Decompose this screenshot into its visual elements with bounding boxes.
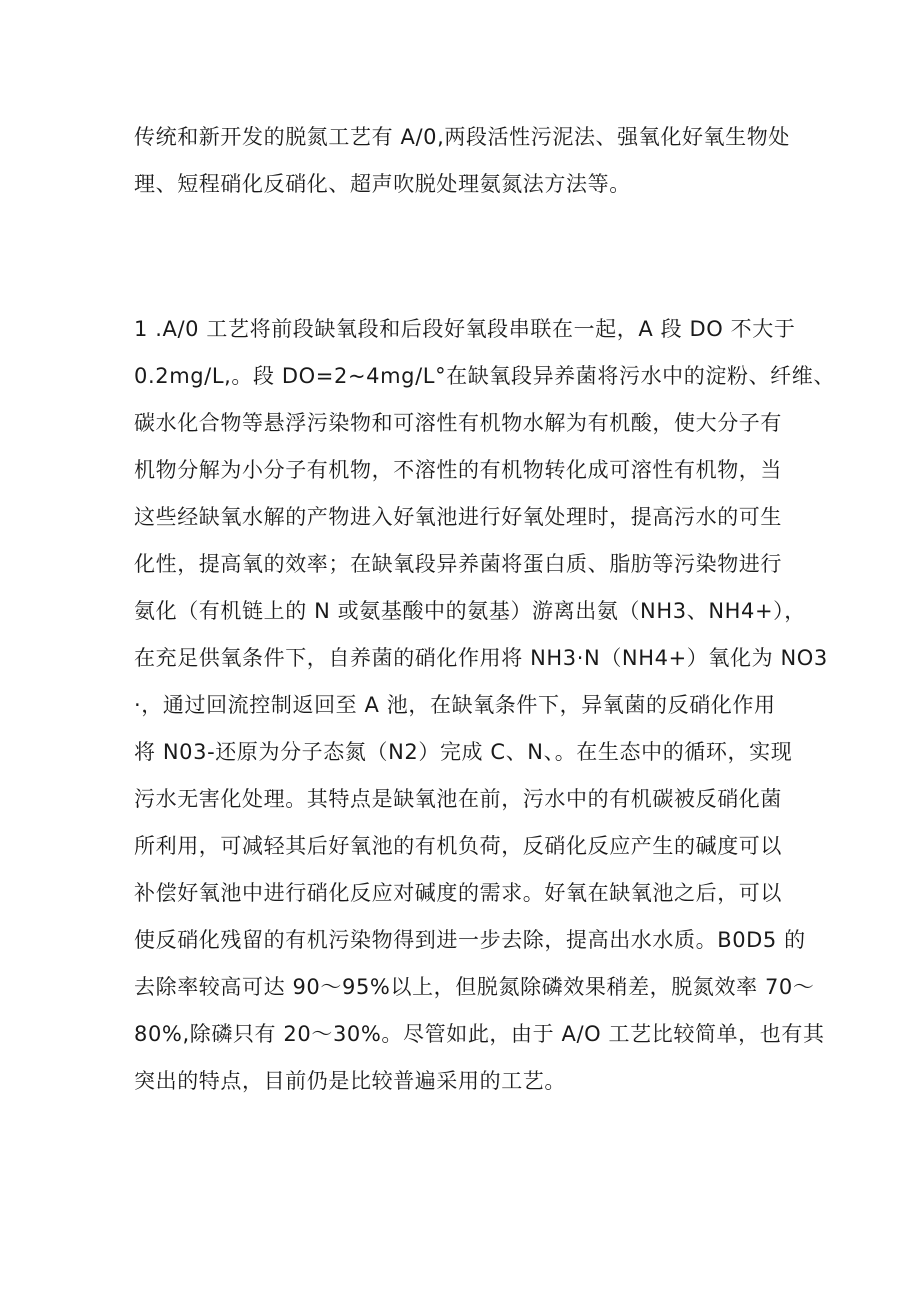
text-line: 所利用，可减轻其后好氧池的有机负荷，反硝化反应产生的碱度可以 — [134, 834, 782, 858]
text-line: 80%,除磷只有 20～30%。尽管如此，由于 A/O 工艺比较简单，也有其 — [134, 1022, 825, 1046]
text-line: 使反硝化残留的有机污染物得到进一步去除，提高出水水质。B0D5 的 — [134, 928, 806, 952]
text-line: 理、短程硝化反硝化、超声吹脱处理氨氮法方法等。 — [134, 172, 631, 196]
paragraph-intro — [134, 114, 794, 208]
text-line: 这些经缺氧水解的产物进入好氧池进行好氧处理时，提高污水的可生 — [134, 505, 782, 529]
text-line: 碳水化合物等悬浮污染物和可溶性有机物水解为有机酸，使大分子有 — [134, 411, 782, 435]
text-line: 0.2mg/L,。段 DO=2~4mg/L°在缺氧段异养菌将污水中的淀粉、纤维、 — [134, 364, 835, 388]
text-line: 补偿好氧池中进行硝化反应对碱度的需求。好氧在缺氧池之后，可以 — [134, 881, 782, 905]
text-line: 机物分解为小分子有机物，不溶性的有机物转化成可溶性有机物，当 — [134, 458, 782, 482]
text-line: 将 N03-还原为分子态氮（N2）完成 C、N、。在生态中的循环，实现 — [134, 740, 793, 764]
text-line: 传统和新开发的脱氮工艺有 A/0,两段活性污泥法、强氧化好氧生物处 — [134, 125, 790, 149]
paragraph-ao-process — [134, 306, 835, 1105]
text-line: 去除率较高可达 90～95%以上，但脱氮除磷效果稍差，脱氮效率 70～ — [134, 975, 815, 999]
text-line: 1 .A/0 工艺将前段缺氧段和后段好氧段串联在一起，A 段 DO 不大于 — [134, 317, 796, 341]
text-line: 污水无害化处理。其特点是缺氧池在前，污水中的有机碳被反硝化菌 — [134, 787, 782, 811]
text-line: ·，通过回流控制返回至 A 池，在缺氧条件下，异氧菌的反硝化作用 — [134, 693, 776, 717]
text-line: 在充足供氧条件下，自养菌的硝化作用将 NH3·N（NH4+）氧化为 NO3 — [134, 646, 828, 670]
text-line: 化性，提高氧的效率；在缺氧段异养菌将蛋白质、脂肪等污染物进行 — [134, 552, 782, 576]
text-line: 氨化（有机链上的 N 或氨基酸中的氨基）游离出氨（NH3、NH4+）， — [134, 599, 806, 623]
text-line: 突出的特点，目前仍是比较普遍采用的工艺。 — [134, 1069, 566, 1093]
